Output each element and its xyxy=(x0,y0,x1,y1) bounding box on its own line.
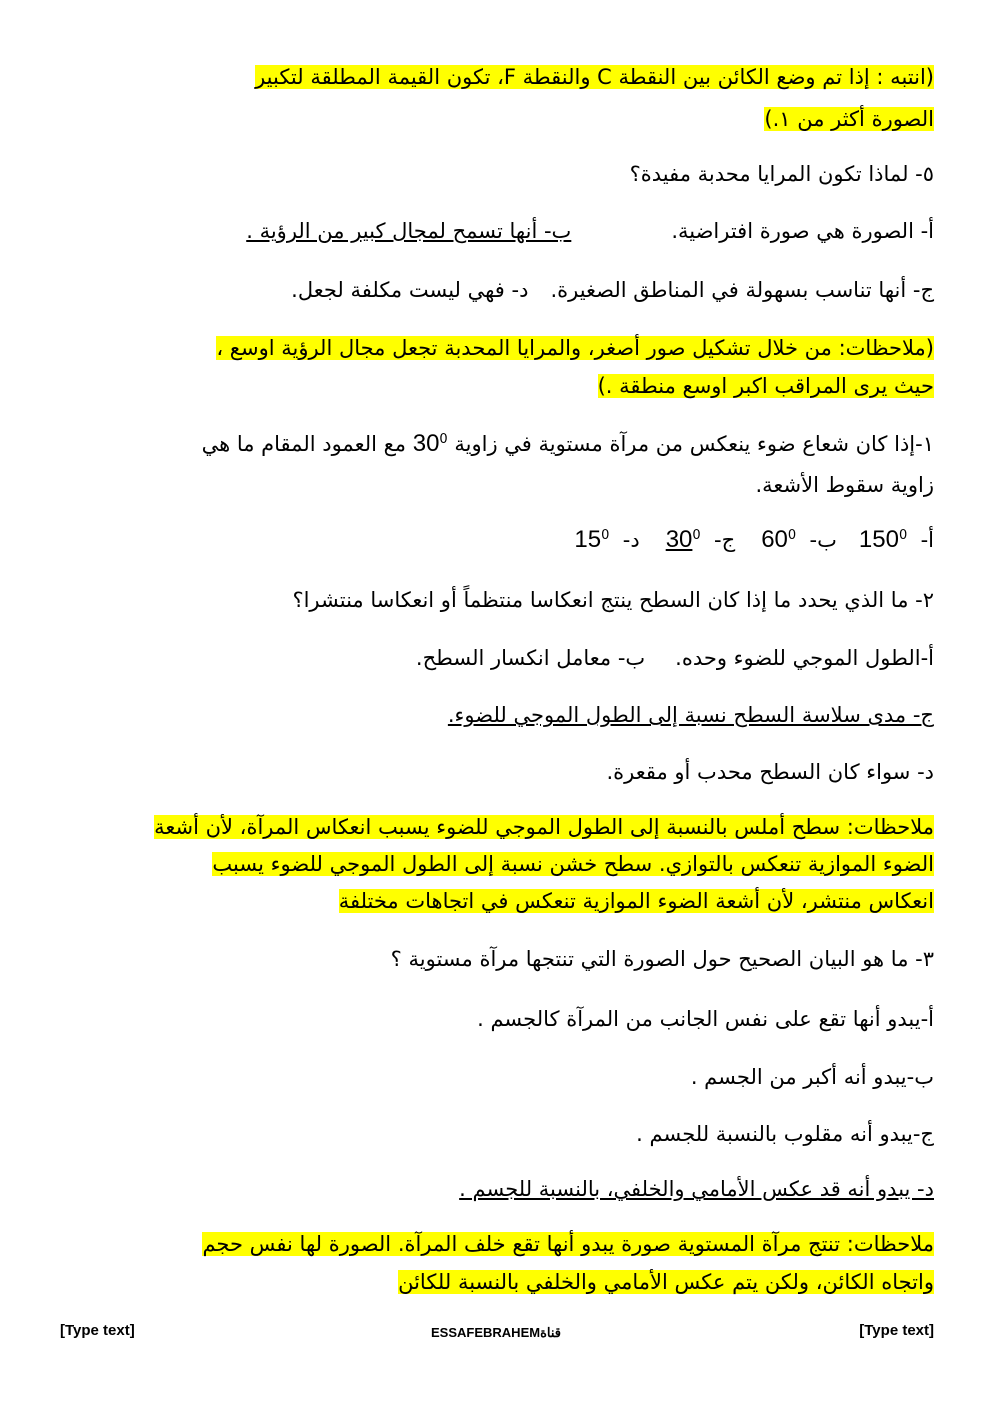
q2-option-d: د- سواء كان السطح محدب أو مقعرة. xyxy=(606,760,934,784)
q5-options-row2 xyxy=(291,273,934,307)
note-attention-line1: (انتبه : إذا تم وضع الكائن بين النقطة C والنقطة F، تكون القيمة المطلقة لتكبير xyxy=(255,65,934,89)
note-1-line1: (ملاحظات: من خلال تشكيل صور أصغر، والمرايا المحدبة تجعل مجال الرؤية اوسع ، xyxy=(216,336,934,360)
note-3-line1: ملاحظات: تنتج مرآة المستوية صورة يبدو أنها تقع خلف المرآة. الصورة لها نفس حجم xyxy=(202,1232,934,1256)
q2-options-row1 xyxy=(416,641,934,675)
q5-option-c: ج- أنها تناسب بسهولة في المناطق الصغيرة. xyxy=(550,278,934,302)
q1-options xyxy=(574,523,934,557)
q2-question: ٢- ما الذي يحدد ما إذا كان السطح ينتج انعكاسا منتظماً أو انعكاسا منتشرا؟ xyxy=(292,588,934,612)
q5-option-b: ب- أنها تسمح لمجال كبير من الرؤية . xyxy=(246,219,572,243)
q5-question: ٥- لماذا تكون المرايا محدبة مفيدة؟ xyxy=(629,162,934,186)
q5-option-d: د- فهي ليست مكلفة لجعل. xyxy=(291,278,529,302)
q3-option-d: د- يبدو أنه قد عكس الأمامي والخلفي، بالنسبة للجسم . xyxy=(459,1177,934,1201)
q5-option-a: أ- الصورة هي صورة افتراضية. xyxy=(671,219,934,243)
q3-option-c: ج-يبدو أنه مقلوب بالنسبة للجسم . xyxy=(636,1122,934,1146)
q1-option-a: أ- $150^0$ xyxy=(858,526,934,553)
note-2-line3: انعكاس منتشر، لأن أشعة الضوء الموازية تنعكس في اتجاهات مختلفة xyxy=(338,889,934,913)
footer-center: ESSAFEBRAHEMقناة xyxy=(431,1325,561,1340)
q1-option-c: ج- $30^0$ xyxy=(665,526,736,553)
footer-left: [Type text] xyxy=(60,1322,135,1339)
q1-option-b: ب- $60^0$ xyxy=(761,526,837,553)
document-page xyxy=(60,0,934,1403)
note-attention-line2: الصورة أكثر من ١.) xyxy=(764,107,934,131)
q2-option-a: أ-الطول الموجي للضوء وحده. xyxy=(675,646,934,670)
q3-question: ٣- ما هو البيان الصحيح حول الصورة التي تنتجها مرآة مستوية ؟ xyxy=(390,947,934,971)
q1-question-line1: ١-إذا كان شعاع ضوء ينعكس من مرآة مستوية في زاوية $30^0$ مع العمود المقام ما هي xyxy=(201,430,934,457)
q3-option-a: أ-يبدو أنها تقع على نفس الجانب من المرآة كالجسم . xyxy=(477,1007,934,1031)
q2-option-c: ج- مدى سلاسة السطح نسبة إلى الطول الموجي للضوء. xyxy=(447,703,934,727)
q2-option-b: ب- معامل انكسار السطح. xyxy=(415,646,646,670)
footer-right: [Type text] xyxy=(859,1322,934,1339)
note-3-line2: واتجاه الكائن، ولكن يتم عكس الأمامي والخلفي بالنسبة للكائن xyxy=(398,1270,934,1294)
note-1-line2: حيث يرى المراقب اكبر اوسع منطقة .) xyxy=(597,374,934,398)
q1-question-line2: زاوية سقوط الأشعة. xyxy=(755,473,934,497)
note-2-line2: الضوء الموازية تنعكس بالتوازي. سطح خشن نسبة إلى الطول الموجي للضوء يسبب xyxy=(212,852,934,876)
q5-options-row1 xyxy=(246,214,934,248)
q1-option-d: د- $15^0$ xyxy=(574,526,640,553)
q3-option-b: ب-يبدو أنه أكبر من الجسم . xyxy=(690,1065,934,1089)
note-2-line1: ملاحظات: سطح أملس بالنسبة إلى الطول الموجي للضوء يسبب انعكاس المرآة، لأن أشعة xyxy=(154,815,934,839)
